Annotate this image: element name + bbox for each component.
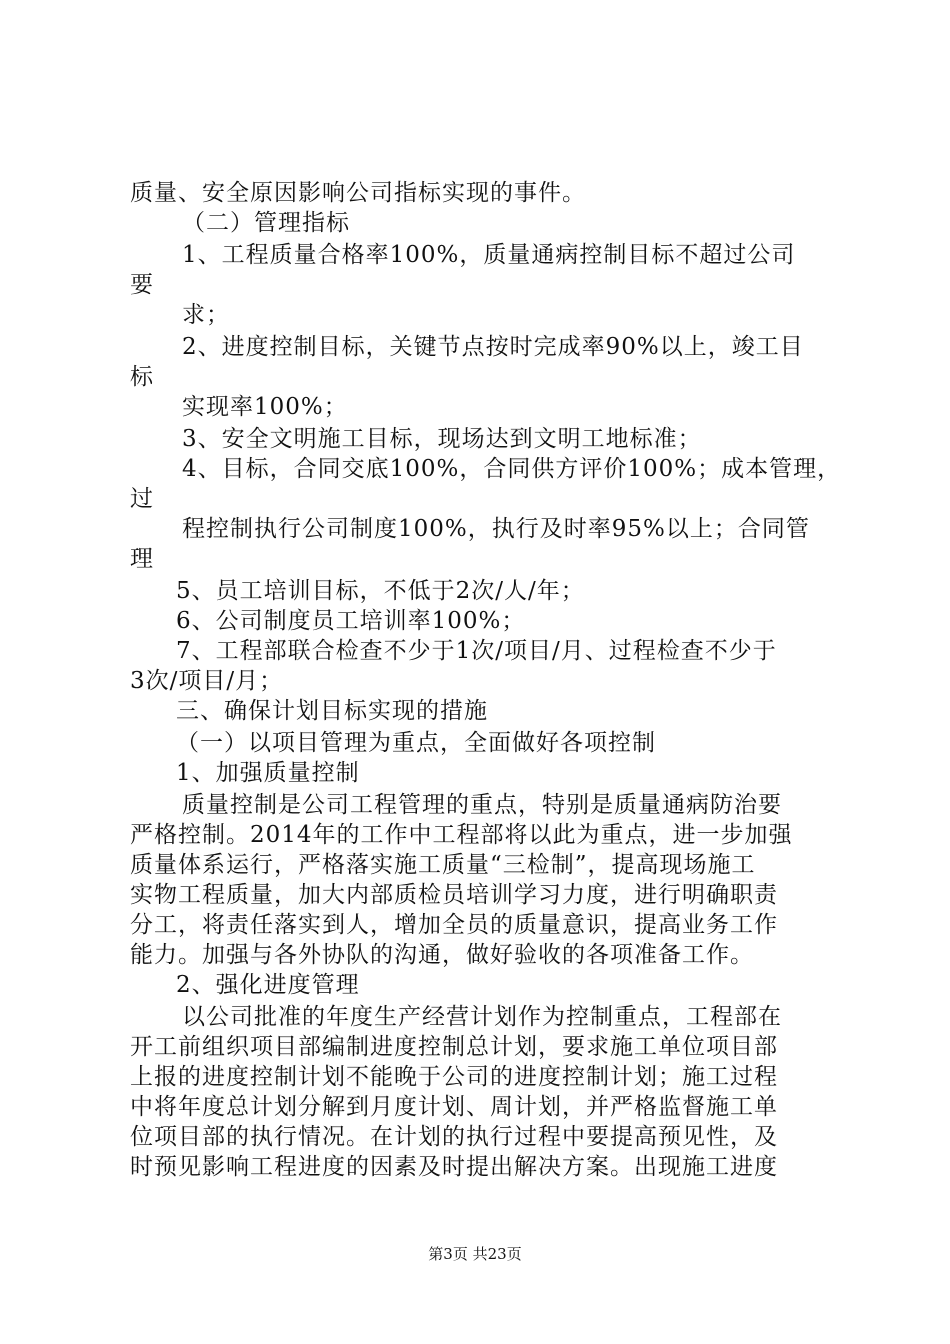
text-line: 7、工程部联合检查不少于1次/项目/月、过程检查不少于: [176, 638, 777, 664]
text-line: 6、公司制度员工培训率100%；: [176, 608, 526, 634]
text-line: 1、工程质量合格率100%，质量通病控制目标不超过公司: [182, 242, 796, 268]
section-heading: （一）以项目管理为重点，全面做好各项控制: [176, 730, 656, 756]
text-line: 4、目标，合同交底100%，合同供方评价100%；成本管理，: [182, 456, 842, 482]
page-number-footer: 第3页 共23页: [428, 1245, 522, 1263]
section-heading: 三、确保计划目标实现的措施: [176, 698, 488, 724]
text-line: 上报的进度控制计划不能晚于公司的进度控制计划；施工过程: [130, 1064, 778, 1090]
text-line: 要: [130, 272, 154, 298]
section-heading: 1、加强质量控制: [176, 760, 360, 786]
text-line: 严格控制。2014年的工作中工程部将以此为重点，进一步加强: [130, 822, 793, 848]
text-line: 分工，将责任落实到人，增加全员的质量意识，提高业务工作: [130, 912, 778, 938]
text-line: 理: [130, 546, 154, 572]
text-line: 5、员工培训目标，不低于2次/人/年；: [176, 578, 585, 604]
text-line: 实现率100%；: [182, 394, 348, 420]
text-line: 过: [130, 486, 154, 512]
text-line: 中将年度总计划分解到月度计划、周计划，并严格监督施工单: [130, 1094, 778, 1120]
text-line: 3次/项目/月；: [130, 668, 284, 694]
text-line: 程控制执行公司制度100%，执行及时率95%以上；合同管: [182, 516, 810, 542]
text-line: 2、进度控制目标，关键节点按时完成率90%以上，竣工目: [182, 334, 804, 360]
text-line: 位项目部的执行情况。在计划的执行过程中要提高预见性，及: [130, 1124, 778, 1150]
text-line: 质量体系运行，严格落实施工质量“三检制”，提高现场施工: [130, 852, 756, 878]
text-line: 质量、安全原因影响公司指标实现的事件。: [130, 180, 586, 206]
text-line: 3、安全文明施工目标，现场达到文明工地标准；: [182, 426, 702, 452]
text-line: 求；: [182, 302, 230, 328]
text-line: 能力。加强与各外协队的沟通，做好验收的各项准备工作。: [130, 942, 754, 968]
text-line: 质量控制是公司工程管理的重点，特别是质量通病防治要: [182, 792, 782, 818]
text-line: 以公司批准的年度生产经营计划作为控制重点，工程部在: [182, 1004, 782, 1030]
text-line: 时预见影响工程进度的因素及时提出解决方案。出现施工进度: [130, 1154, 778, 1180]
text-line: 开工前组织项目部编制进度控制总计划，要求施工单位项目部: [130, 1034, 778, 1060]
section-heading: （二）管理指标: [182, 210, 350, 236]
text-line: 实物工程质量，加大内部质检员培训学习力度，进行明确职责: [130, 882, 778, 908]
section-heading: 2、强化进度管理: [176, 972, 360, 998]
text-line: 标: [130, 364, 154, 390]
